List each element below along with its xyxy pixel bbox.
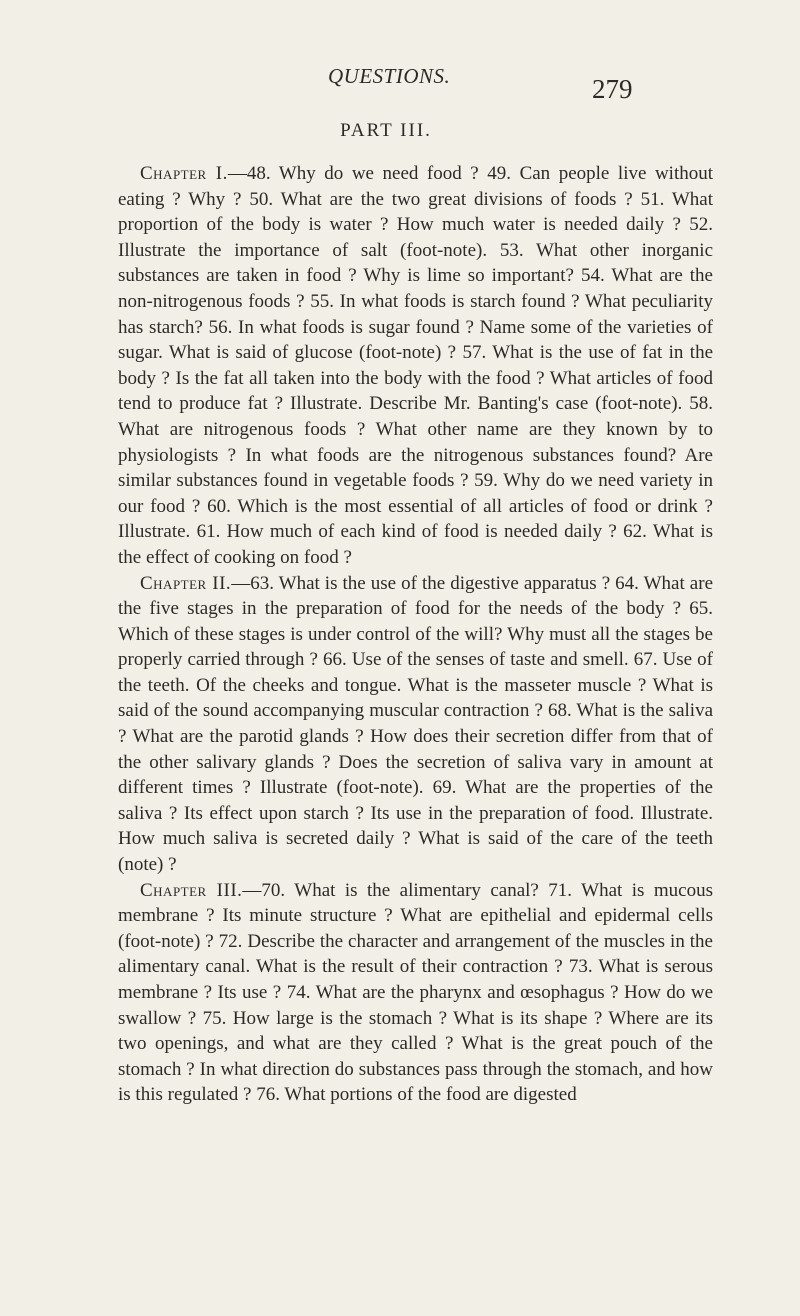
chapter-label: Chapter II.: [140, 572, 232, 594]
page-header: [0, 60, 800, 104]
chapter-label: Chapter III.: [140, 879, 243, 901]
chapter-label: Chapter I.: [140, 163, 228, 184]
chapter-paragraph: [118, 878, 713, 1108]
chapter-text: —70. What is the alimentary canal? 71. What is mucous membrane ? Its minute structure ? What are epithelial and epidermal cells (foot-note) ? 72. Describe the character and arrangement of the muscles in the alimentary canal. What is the result of their contraction ? 73. What is serous membrane ? Its use ? 74. What are the pharynx and œsophagus ? How do we swallow ? 75. How large is the stomach ? What is its shape ? Where are its two openings, and what are they called ? What is the great pouch of the stomach ? In what direction do substances pass through the stomach, and how is this regulated ? 76. What portions of the food are digested: [118, 879, 713, 1106]
questions-body: [118, 161, 713, 1108]
chapter-paragraph: [118, 161, 713, 571]
page-number: 279: [592, 74, 633, 104]
running-head: QUESTIONS.: [328, 64, 451, 88]
part-title: PART III.: [340, 120, 432, 141]
chapter-paragraph: [118, 571, 713, 878]
chapter-text: —63. What is the use of the digestive apparatus ? 64. What are the five stages in the preparation of food for the needs of the body ? 65. Which of these stages is under control of the will? Why must all the stages be properly carried through ? 66. Use of the senses of taste and smell. 67. Use of the teeth. Of the cheeks and tongue. What is the masseter muscle ? What is said of the sound accompanying muscular contraction ? 68. What is the saliva ? What are the parotid glands ? How does their secretion differ from that of the other salivary glands ? Does the secretion of saliva vary in amount at different times ? Illustrate (foot-note). 69. What are the properties of the saliva ? Its effect upon starch ? Its use in the preparation of food. Illustrate. How much saliva is secreted daily ? What is said of the care of the teeth (note) ?: [118, 572, 713, 876]
chapter-text: —48. Why do we need food ? 49. Can people live without eating ? Why ? 50. What are the two great divisions of foods ? 51. What proportion of the body is water ? How much water is needed daily ? 52. Illustrate the importance of salt (foot-note). 53. What other inorganic substances are taken in food ? Why is lime so important? 54. What are the non-nitrogenous foods ? 55. In what foods is starch found ? What peculiarity has starch? 56. In what foods is sugar found ? Name some of the varieties of sugar. What is said of glucose (foot-note) ? 57. What is the use of fat in the body ? Is the fat all taken into the body with the food ? What articles of food tend to produce fat ? Illustrate. Describe Mr. Banting's case (foot-note). 58. What are nitrogenous foods ? What other name are they known by to physiologists ? In what foods are the nitrogenous substances found? Are similar substances found in vegetable foods ? 59. Why do we need variety in our food ? 60. Which is the most essential of all articles of food or drink ? Illustrate. 61. How much of each kind of food is needed daily ? 62. What is the effect of cooking on food ?: [118, 163, 714, 568]
